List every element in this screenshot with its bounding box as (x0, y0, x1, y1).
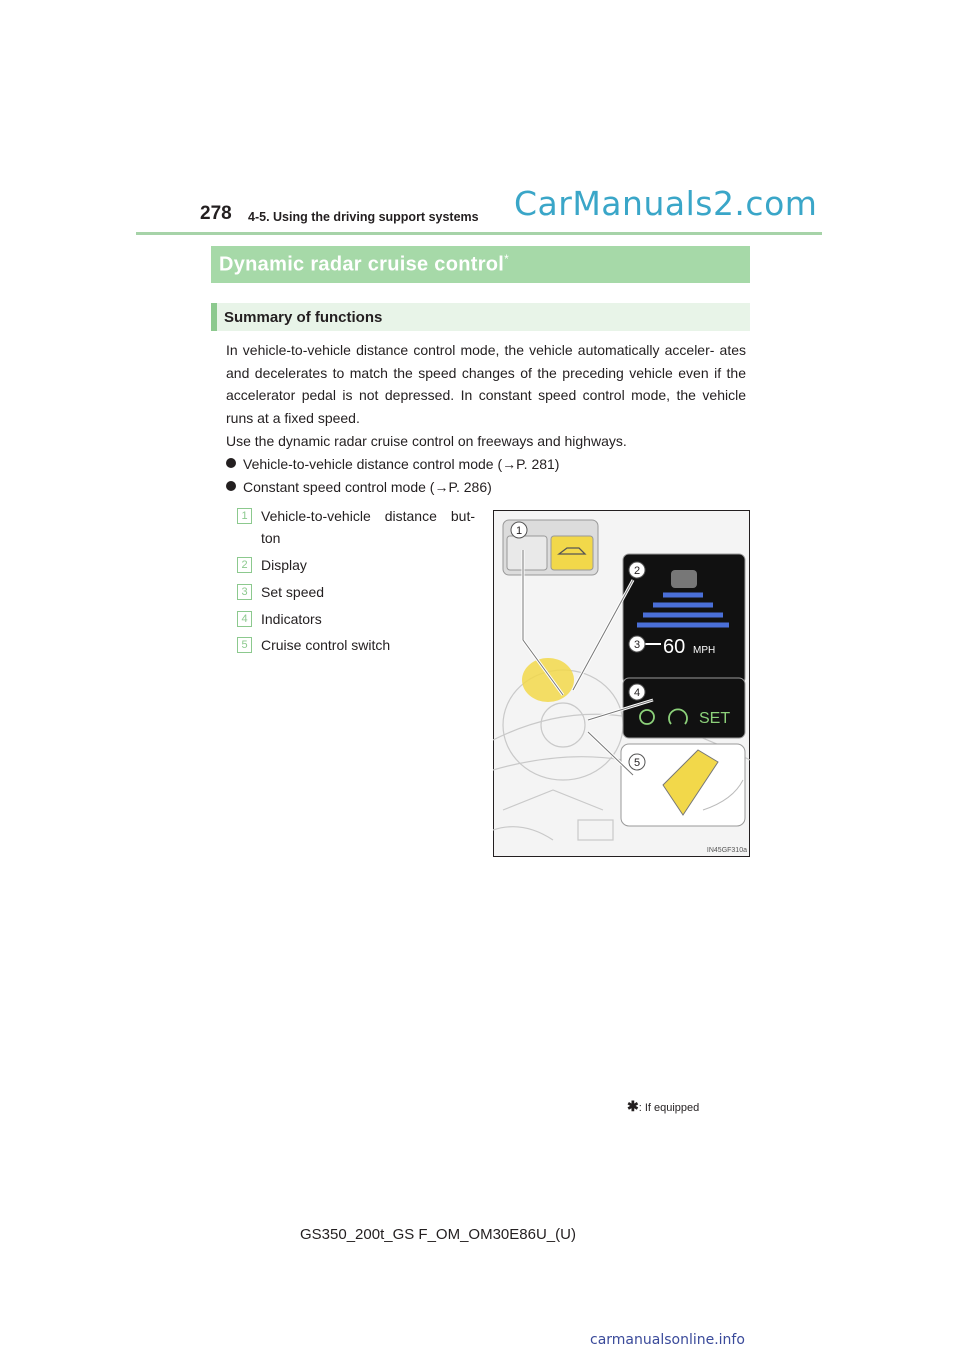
watermark-logo: CarManuals2.com (514, 184, 818, 223)
bullet-dot-icon (226, 481, 236, 491)
header-rule (136, 232, 822, 235)
usage-paragraph: Use the dynamic radar cruise control on freeways and highways. (226, 433, 627, 449)
diagram-callout-3: 3 (633, 639, 641, 651)
set-indicator-text: SET (699, 710, 731, 727)
page-number: 278 (200, 203, 232, 224)
asterisk-icon: ✱ (627, 1098, 639, 1114)
bullet-text: Vehicle-to-vehicle distance control mode (→P. 281) (243, 456, 560, 472)
subheading-accent (211, 303, 217, 331)
callout-label: Indicators (261, 611, 322, 627)
diagram-callout-4: 4 (633, 687, 641, 699)
diagram-callout-2: 2 (633, 565, 641, 577)
set-speed-value: 60 (663, 636, 686, 658)
callout-number: 1 (237, 508, 252, 524)
bullet-dot-icon (226, 458, 236, 468)
cruise-control-illustration (493, 510, 750, 857)
callout-number: 2 (237, 557, 252, 573)
image-code: IN45GF310a (706, 847, 747, 854)
callout-number: 4 (237, 611, 252, 627)
callout-label: Cruise control switch (261, 637, 391, 653)
subheading: Summary of functions (224, 309, 383, 326)
callout-label: Display (261, 557, 307, 573)
callout-label: Set speed (261, 584, 325, 600)
callout-number: 3 (237, 584, 252, 600)
footnote-text: : If equipped (638, 1102, 700, 1114)
watermark-footer: carmanualsonline.info (590, 1332, 745, 1348)
diagram-callout-1: 1 (515, 525, 523, 537)
page-title-text: Dynamic radar cruise control (219, 253, 505, 276)
intro-paragraph: In vehicle-to-vehicle distance control mode, the vehicle automatically acceler- ates and decelerates to match the speed changes of the preceding vehicle even if the accelerator pedal is not depressed. In constant speed control mode, the vehicle runs at a fixed speed. (226, 342, 746, 426)
diagram-callout-5: 5 (633, 757, 641, 769)
document-code: GS350_200t_GS F_OM_OM30E86U_(U) (300, 1226, 576, 1243)
set-speed-unit: MPH (693, 645, 716, 656)
callout-number: 5 (237, 637, 252, 653)
if-equipped-marker: * (504, 252, 510, 266)
page-title (219, 252, 509, 277)
bullet-item (226, 479, 492, 495)
section-title: 4-5. Using the driving support systems (248, 210, 479, 224)
bullet-text: Constant speed control mode (→P. 286) (243, 479, 492, 495)
footnote (627, 1098, 699, 1115)
bullet-item (226, 456, 559, 472)
callout-label: Vehicle-to-vehicle distance but- ton (261, 508, 475, 546)
